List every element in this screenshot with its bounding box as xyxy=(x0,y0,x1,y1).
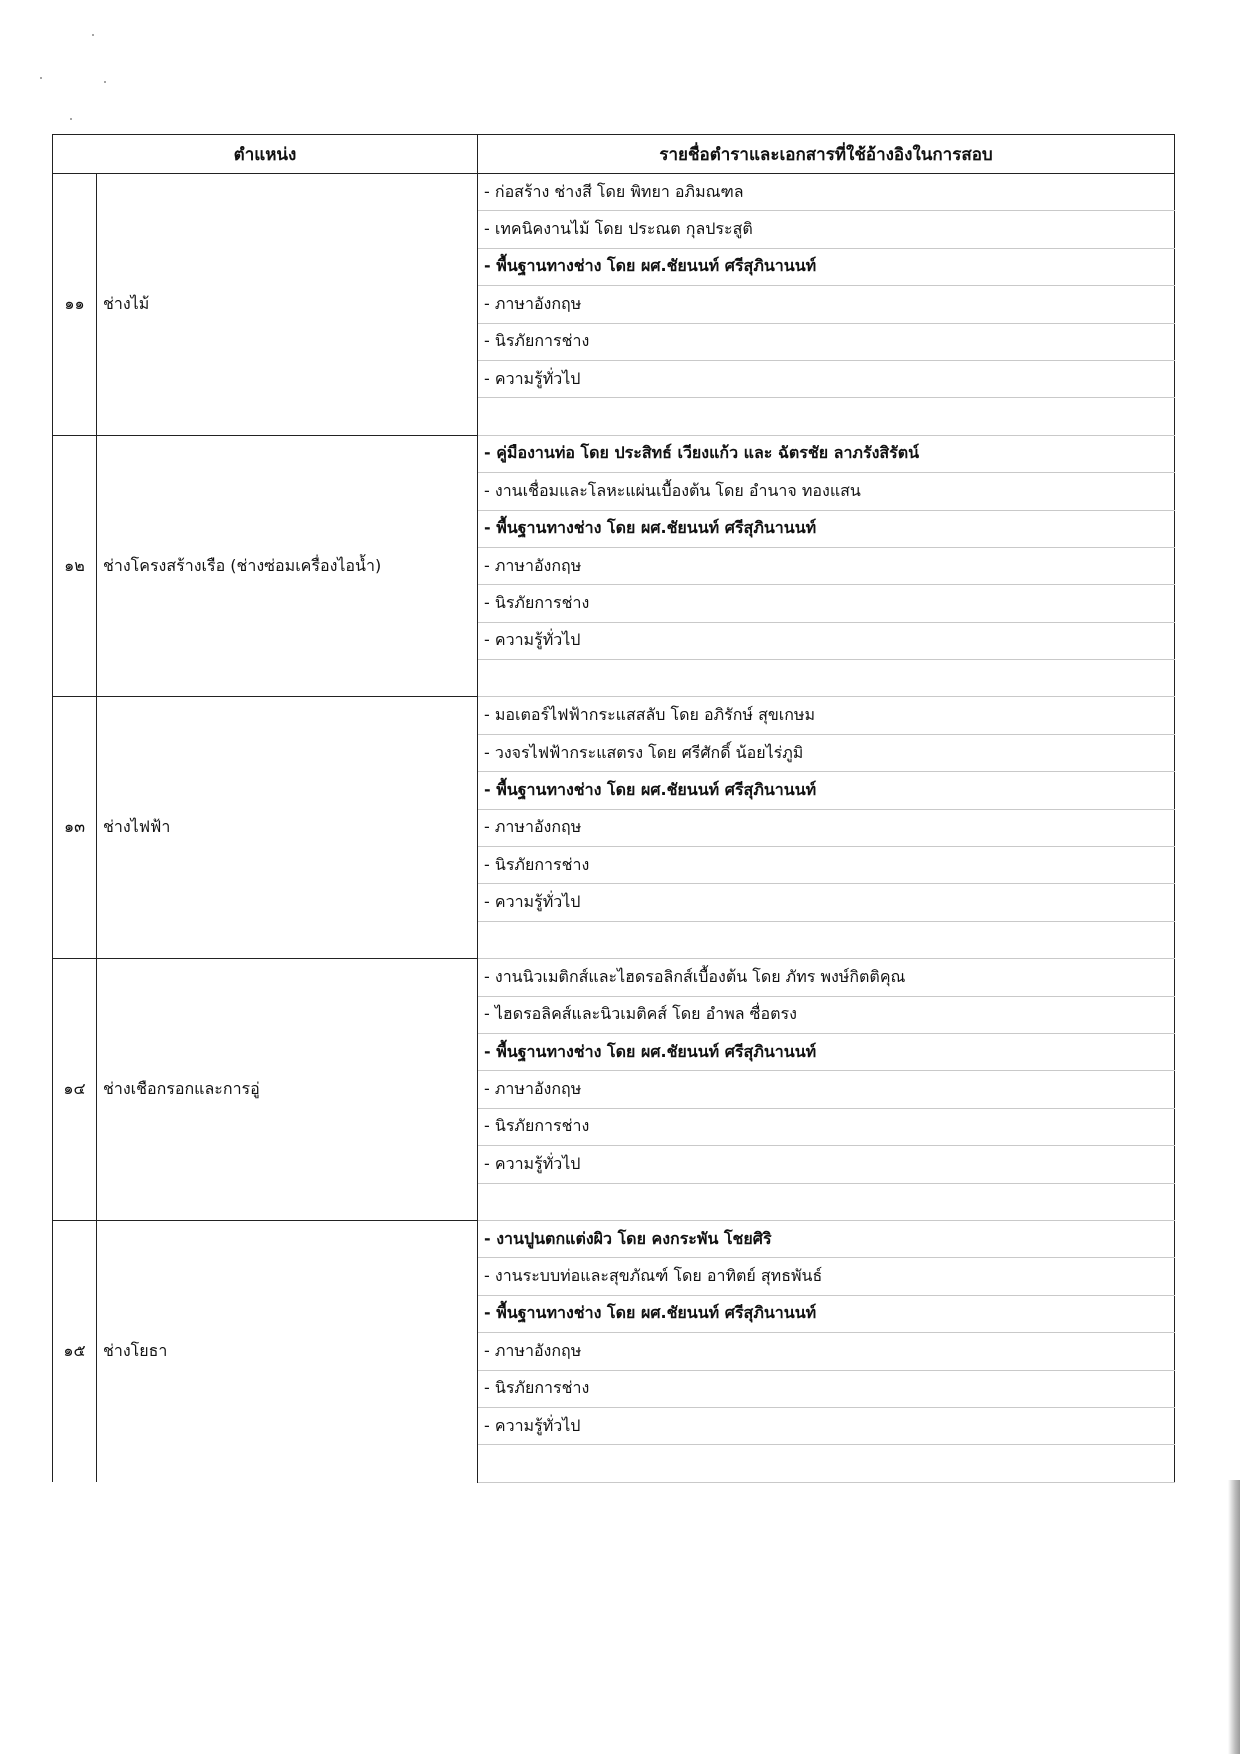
reference-item: - ภาษาอังกฤษ xyxy=(478,547,1175,584)
table-row xyxy=(53,959,1175,996)
reference-item: - คู่มืองานท่อ โดย ประสิทธ์ เวียงแก้ว และ ฉัตรชัย ลาภรังสิรัตน์ xyxy=(478,435,1175,472)
reference-item: - ความรู้ทั่วไป xyxy=(478,622,1175,659)
table-header-row xyxy=(53,135,1175,174)
reference-item: - ความรู้ทั่วไป xyxy=(478,1146,1175,1183)
reference-item: - ความรู้ทั่วไป xyxy=(478,1407,1175,1444)
reference-item xyxy=(478,1183,1175,1220)
header-references: รายชื่อตำราและเอกสารที่ใช้อ้างอิงในการสอบ xyxy=(478,135,1175,174)
reference-item: - พื้นฐานทางช่าง โดย ผศ.ชัยนนท์ ศรีสุภินานนท์ xyxy=(478,510,1175,547)
reference-item: - พื้นฐานทางช่าง โดย ผศ.ชัยนนท์ ศรีสุภินานนท์ xyxy=(478,1033,1175,1070)
scan-speck xyxy=(70,118,72,120)
reference-item: - ก่อสร้าง ช่างสี โดย พิทยา อภิมณฑล xyxy=(478,174,1175,211)
reference-item: - พื้นฐานทางช่าง โดย ผศ.ชัยนนท์ ศรีสุภินานนท์ xyxy=(478,772,1175,809)
reference-item xyxy=(478,398,1175,435)
reference-item: - งานปูนตกแต่งผิว โดย คงกระพัน โชยศิริ xyxy=(478,1220,1175,1257)
reference-item xyxy=(478,1445,1175,1482)
reference-item: - นิรภัยการช่าง xyxy=(478,847,1175,884)
reference-item: - ความรู้ทั่วไป xyxy=(478,360,1175,397)
reference-item: - ภาษาอังกฤษ xyxy=(478,1071,1175,1108)
reference-item: - พื้นฐานทางช่าง โดย ผศ.ชัยนนท์ ศรีสุภินานนท์ xyxy=(478,1295,1175,1332)
scan-speck xyxy=(40,77,42,79)
reference-item: - งานระบบท่อและสุขภัณฑ์ โดย อาทิตย์ สุทธพันธ์ xyxy=(478,1258,1175,1295)
reference-item xyxy=(478,660,1175,697)
reference-item xyxy=(478,921,1175,958)
position-number: ๑๕ xyxy=(53,1220,97,1482)
reference-item: - นิรภัยการช่าง xyxy=(478,323,1175,360)
position-number: ๑๒ xyxy=(53,435,97,697)
header-position: ตำแหน่ง xyxy=(53,135,478,174)
reference-item: - ไฮดรอลิคส์และนิวเมติคส์ โดย อำพล ซื่อตรง xyxy=(478,996,1175,1033)
reference-item: - นิรภัยการช่าง xyxy=(478,585,1175,622)
scan-speck xyxy=(92,34,94,36)
table-row xyxy=(53,435,1175,472)
table-row xyxy=(53,174,1175,211)
position-name: ช่างโยธา xyxy=(97,1220,478,1482)
position-number: ๑๓ xyxy=(53,697,97,959)
position-name: ช่างไฟฟ้า xyxy=(97,697,478,959)
reference-item: - นิรภัยการช่าง xyxy=(478,1108,1175,1145)
position-name: ช่างเชือกรอกและการอู่ xyxy=(97,959,478,1221)
position-number: ๑๔ xyxy=(53,959,97,1221)
reference-item: - พื้นฐานทางช่าง โดย ผศ.ชัยนนท์ ศรีสุภินานนท์ xyxy=(478,248,1175,285)
reference-item: - ภาษาอังกฤษ xyxy=(478,1333,1175,1370)
reference-item: - นิรภัยการช่าง xyxy=(478,1370,1175,1407)
table-row xyxy=(53,1220,1175,1257)
scan-speck xyxy=(104,81,106,83)
position-number: ๑๑ xyxy=(53,174,97,436)
table-row xyxy=(53,697,1175,734)
reference-item: - มอเตอร์ไฟฟ้ากระแสสลับ โดย อภิรักษ์ สุขเกษม xyxy=(478,697,1175,734)
table-body xyxy=(53,174,1175,1483)
page-edge-shadow xyxy=(1228,1480,1240,1754)
position-name: ช่างโครงสร้างเรือ (ช่างซ่อมเครื่องไอน้ำ) xyxy=(97,435,478,697)
reference-item: - งานนิวเมติกส์และไฮดรอลิกส์เบื้องต้น โดย ภัทร พงษ์กิตติคุณ xyxy=(478,959,1175,996)
position-name: ช่างไม้ xyxy=(97,174,478,436)
reference-item: - งานเชื่อมและโลหะแผ่นเบื้องต้น โดย อำนาจ ทองแสน xyxy=(478,473,1175,510)
reference-item: - วงจรไฟฟ้ากระแสตรง โดย ศรีศักดิ์ น้อยไร่ภูมิ xyxy=(478,734,1175,771)
reference-table xyxy=(52,134,1175,1483)
reference-item: - ความรู้ทั่วไป xyxy=(478,884,1175,921)
reference-item: - ภาษาอังกฤษ xyxy=(478,286,1175,323)
reference-item: - เทคนิคงานไม้ โดย ประณต กุลประสูติ xyxy=(478,211,1175,248)
reference-item: - ภาษาอังกฤษ xyxy=(478,809,1175,846)
